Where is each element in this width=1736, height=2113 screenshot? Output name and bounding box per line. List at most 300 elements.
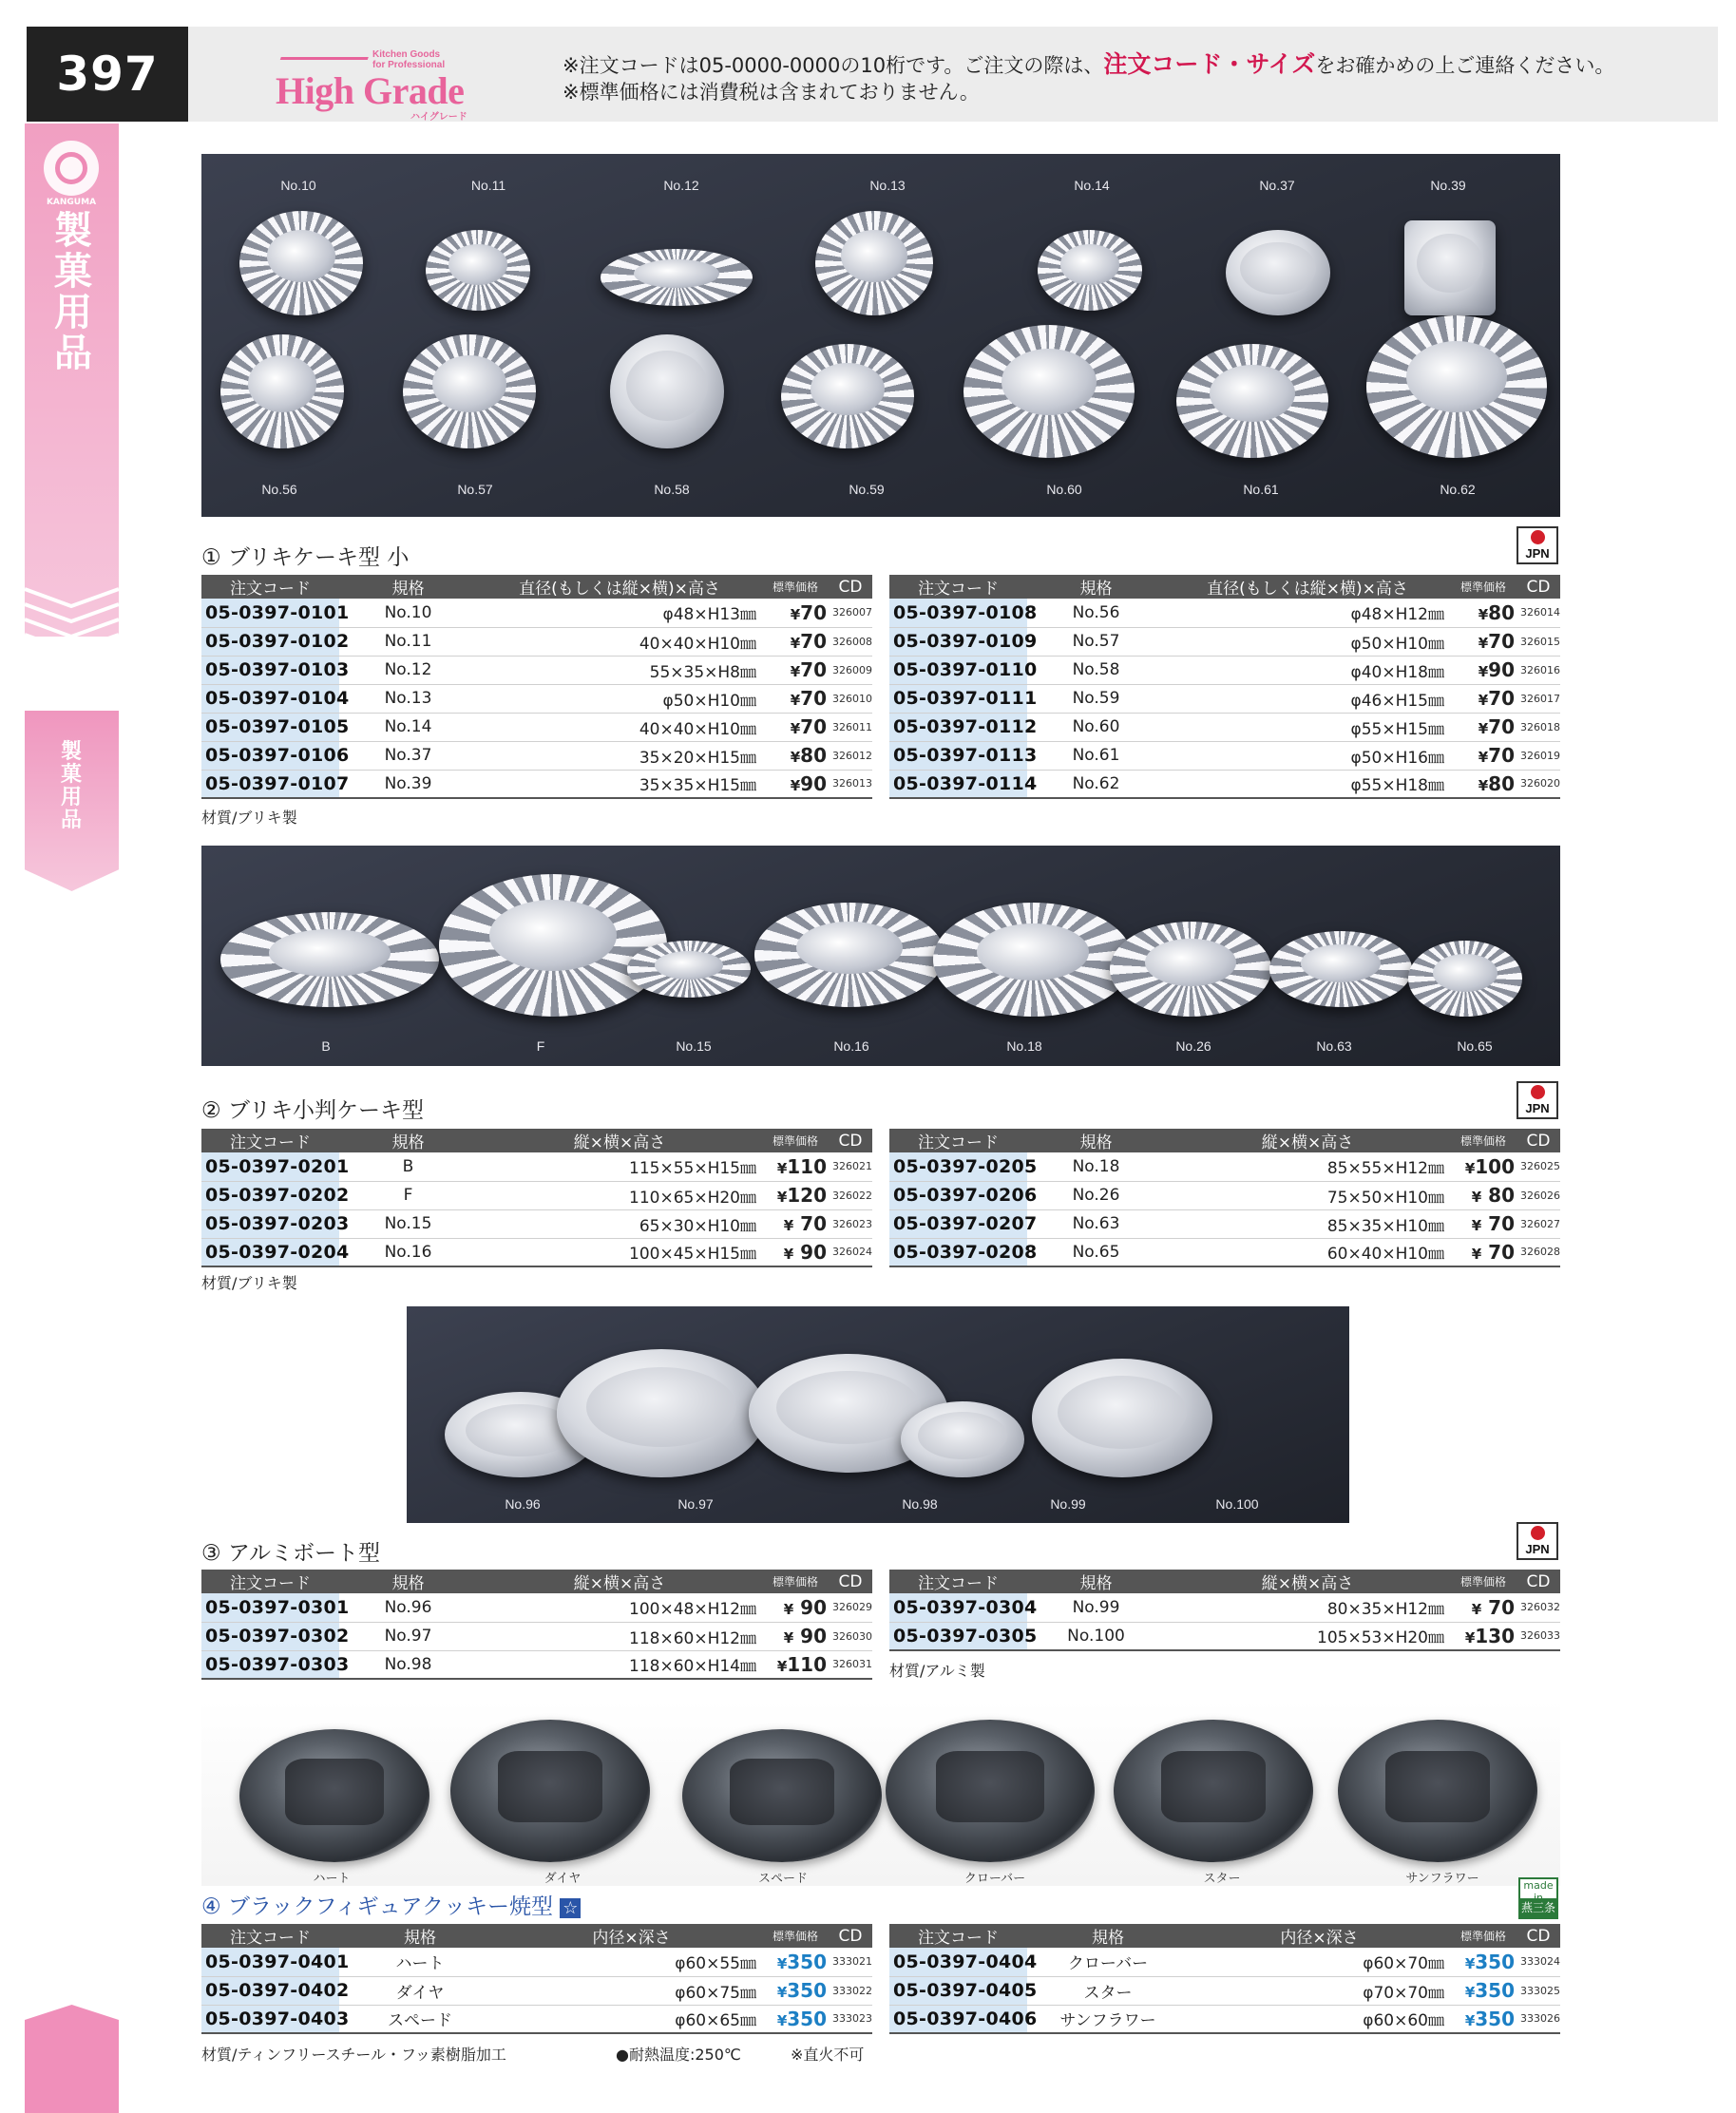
photo-label: No.39 <box>1430 178 1466 193</box>
spec-name: No.18 <box>1027 1152 1165 1181</box>
photo-label: No.58 <box>654 482 690 497</box>
order-code[interactable]: 05-0397-0301 <box>201 1593 339 1622</box>
spec-size: 80×35×H12㎜ <box>1165 1593 1450 1622</box>
mold-no12 <box>601 249 753 306</box>
col-header: 標準価格 <box>762 1924 829 1948</box>
cd-code: 326013 <box>829 770 872 798</box>
mold-no100 <box>1032 1359 1212 1477</box>
japan-flag-icon <box>1531 530 1545 544</box>
spec-name: ダイヤ <box>339 1976 501 2005</box>
col-header: 注文コード <box>889 1924 1027 1948</box>
spec-size: 110×65×H20㎜ <box>477 1181 762 1209</box>
cd-code: 326007 <box>829 599 872 627</box>
col-header: 規格 <box>1027 1570 1165 1593</box>
photo-label: B <box>321 1038 331 1054</box>
table-row <box>889 1622 1560 1650</box>
photo-label: サンフラワー <box>1405 1872 1479 1886</box>
table-row <box>889 770 1560 798</box>
spec-name: No.96 <box>339 1593 477 1622</box>
made-in-japan-badge: JPN <box>1517 1522 1558 1560</box>
cd-code: 326019 <box>1517 741 1560 770</box>
table-row <box>201 1622 872 1650</box>
photo-label: No.56 <box>261 482 297 497</box>
price: ¥70 <box>762 713 829 741</box>
spec-size: φ60×70㎜ <box>1189 1948 1450 1976</box>
table-row <box>201 684 872 713</box>
cd-code: 326026 <box>1517 1181 1560 1209</box>
spec-name: ハート <box>339 1948 501 1976</box>
material-note-2: 材質/ブリキ製 <box>201 1274 297 1292</box>
table-row <box>889 2005 1560 2033</box>
col-header: CD <box>829 1570 872 1593</box>
mold-no26 <box>1110 922 1271 1017</box>
spec-name: No.13 <box>339 684 477 713</box>
no-direct-fire-note: ※直火不可 <box>791 2046 865 2064</box>
new-star-icon: ☆ <box>560 1898 581 1918</box>
photo-label: スター <box>1203 1872 1241 1886</box>
spec-name: F <box>339 1181 477 1209</box>
logo-ring-icon <box>55 152 87 184</box>
cd-code: 326033 <box>1517 1622 1560 1650</box>
spec-size: φ60×60㎜ <box>1189 2005 1450 2033</box>
spec-name: B <box>339 1152 477 1181</box>
mold-no57 <box>403 334 536 448</box>
cd-code: 326020 <box>1517 770 1560 798</box>
order-code[interactable]: 05-0397-0205 <box>889 1152 1027 1181</box>
table-row <box>201 1650 872 1679</box>
col-header: 縦×横×高さ <box>477 1129 762 1152</box>
mold-no13 <box>815 211 933 315</box>
price: ¥110 <box>762 1152 829 1181</box>
cd-code: 326017 <box>1517 684 1560 713</box>
spec-size: φ48×H12㎜ <box>1165 599 1450 627</box>
spec-table-2-left <box>201 1129 872 1267</box>
price: ¥80 <box>762 741 829 770</box>
table-row <box>889 1152 1560 1181</box>
cd-code: 326031 <box>829 1650 872 1679</box>
spec-table-2-right <box>889 1129 1560 1267</box>
spec-name: No.16 <box>339 1238 477 1266</box>
spec-size: 65×30×H10㎜ <box>477 1209 762 1238</box>
order-code[interactable]: 05-0397-0208 <box>889 1238 1027 1266</box>
order-code[interactable]: 05-0397-0101 <box>201 599 339 627</box>
order-code[interactable]: 05-0397-0202 <box>201 1181 339 1209</box>
price: ¥350 <box>762 2005 829 2033</box>
order-code[interactable]: 05-0397-0109 <box>889 627 1027 656</box>
spec-name: No.39 <box>339 770 477 798</box>
table-row <box>201 1152 872 1181</box>
table-row <box>889 1976 1560 2005</box>
price: ¥100 <box>1450 1152 1517 1181</box>
price: ¥70 <box>1450 627 1517 656</box>
spec-size: φ60×65㎜ <box>501 2005 762 2033</box>
photo-label: No.26 <box>1175 1038 1211 1054</box>
order-code[interactable]: 05-0397-0206 <box>889 1181 1027 1209</box>
spec-name: No.65 <box>1027 1238 1165 1266</box>
table-row <box>889 1181 1560 1209</box>
col-header: CD <box>829 1924 872 1948</box>
spec-size: 100×48×H12㎜ <box>477 1593 762 1622</box>
spec-size: 105×53×H20㎜ <box>1165 1622 1450 1650</box>
spec-size: φ50×H10㎜ <box>477 684 762 713</box>
table-row <box>889 627 1560 656</box>
col-header: 縦×横×高さ <box>477 1570 762 1593</box>
cd-code: 326014 <box>1517 599 1560 627</box>
table-row <box>201 1238 872 1266</box>
spec-size: 35×35×H15㎜ <box>477 770 762 798</box>
col-header: 規格 <box>1027 575 1165 599</box>
brand-name: High Grade <box>276 69 465 112</box>
price: ¥70 <box>762 599 829 627</box>
spec-name: No.10 <box>339 599 477 627</box>
cd-code: 326016 <box>1517 656 1560 684</box>
order-code[interactable]: 05-0397-0114 <box>889 770 1027 798</box>
col-header: 規格 <box>339 1129 477 1152</box>
spec-size: φ50×H10㎜ <box>1165 627 1450 656</box>
table-row <box>889 1209 1560 1238</box>
mold-no99 <box>901 1401 1024 1477</box>
cd-code: 326015 <box>1517 627 1560 656</box>
table-row <box>201 741 872 770</box>
spec-table-4-left <box>201 1924 872 2034</box>
order-code[interactable]: 05-0397-0107 <box>201 770 339 798</box>
price: ¥70 <box>762 627 829 656</box>
price: ¥70 <box>762 656 829 684</box>
table-row <box>889 741 1560 770</box>
col-header: CD <box>1517 1129 1560 1152</box>
spec-name: サンフラワー <box>1027 2005 1189 2033</box>
photo-label: No.99 <box>1050 1496 1086 1512</box>
spec-size: φ48×H13㎜ <box>477 599 762 627</box>
mold-no61 <box>1176 344 1328 458</box>
spec-name: No.63 <box>1027 1209 1165 1238</box>
order-code[interactable]: 05-0397-0104 <box>201 684 339 713</box>
price: ¥70 <box>1450 713 1517 741</box>
photo-label: No.63 <box>1316 1038 1352 1054</box>
mold-f <box>439 874 667 1017</box>
photo-label: No.14 <box>1074 178 1110 193</box>
mold-no14 <box>1038 230 1142 311</box>
spec-size: 40×40×H10㎜ <box>477 627 762 656</box>
price: ¥90 <box>1450 656 1517 684</box>
spec-name: No.62 <box>1027 770 1165 798</box>
photo-label: No.97 <box>677 1496 714 1512</box>
table-row <box>889 1948 1560 1976</box>
order-code[interactable]: 05-0397-0305 <box>889 1622 1027 1650</box>
col-header: 標準価格 <box>1450 1570 1517 1593</box>
mold-no59 <box>781 344 914 448</box>
photo-label: No.61 <box>1243 482 1279 497</box>
price: ¥350 <box>1450 1976 1517 2005</box>
col-header: CD <box>1517 1924 1560 1948</box>
order-code[interactable]: 05-0397-0302 <box>201 1622 339 1650</box>
spec-name: No.57 <box>1027 627 1165 656</box>
table-row <box>201 770 872 798</box>
spec-table-1-left <box>201 575 872 799</box>
price: ¥ 70 <box>1450 1209 1517 1238</box>
spec-size: 75×50×H10㎜ <box>1165 1181 1450 1209</box>
logo-text: KANGUMA <box>46 198 97 207</box>
spec-size: φ70×70㎜ <box>1189 1976 1450 2005</box>
product-photo-oval-molds <box>201 846 1560 1066</box>
cd-code: 326021 <box>829 1152 872 1181</box>
sidebar-category-title: 製菓用品 <box>54 209 92 375</box>
made-in-tsubame-badge: made 燕三条 <box>1518 1877 1558 1919</box>
material-note-4: 材質/ティンフリースチール・フッ素樹脂加工 <box>201 2046 506 2064</box>
order-code[interactable]: 05-0397-0108 <box>889 599 1027 627</box>
spec-table-4-right <box>889 1924 1560 2034</box>
col-header: CD <box>1517 1570 1560 1593</box>
order-code[interactable]: 05-0397-0203 <box>201 1209 339 1238</box>
cd-code: 326012 <box>829 741 872 770</box>
spec-name: スペード <box>339 2005 501 2033</box>
col-header: 標準価格 <box>1450 1924 1517 1948</box>
order-code[interactable]: 05-0397-0401 <box>201 1948 339 1976</box>
photo-label: スペード <box>757 1872 809 1886</box>
photo-label: No.15 <box>676 1038 712 1054</box>
table-row <box>201 627 872 656</box>
cd-code: 326030 <box>829 1622 872 1650</box>
japan-flag-icon <box>1531 1526 1545 1540</box>
table-row <box>201 599 872 627</box>
photo-label: No.57 <box>457 482 493 497</box>
cd-code: 326022 <box>829 1181 872 1209</box>
price: ¥350 <box>1450 1948 1517 1976</box>
price: ¥350 <box>1450 2005 1517 2033</box>
order-code[interactable]: 05-0397-0406 <box>889 2005 1027 2033</box>
made-in-japan-badge: JPN <box>1517 526 1558 564</box>
photo-label: F <box>536 1038 545 1054</box>
section-title-2: ② ブリキ小判ケーキ型 <box>201 1098 425 1123</box>
mold-no56 <box>220 334 344 448</box>
spec-name: No.61 <box>1027 741 1165 770</box>
spec-name: No.11 <box>339 627 477 656</box>
spec-size: 40×40×H10㎜ <box>477 713 762 741</box>
spec-table-3-left <box>201 1570 872 1680</box>
table-row <box>201 1976 872 2005</box>
order-code[interactable]: 05-0397-0402 <box>201 1976 339 2005</box>
mold-no15 <box>627 941 751 998</box>
spec-name: No.15 <box>339 1209 477 1238</box>
col-header: 標準価格 <box>1450 575 1517 599</box>
spec-name: No.60 <box>1027 713 1165 741</box>
japan-flag-icon <box>1531 1085 1545 1099</box>
brand-tagline: Kitchen Goods for Professional <box>372 49 446 70</box>
spec-name: No.58 <box>1027 656 1165 684</box>
price: ¥ 90 <box>762 1622 829 1650</box>
order-code[interactable]: 05-0397-0404 <box>889 1948 1027 1976</box>
spec-name: No.100 <box>1027 1622 1165 1650</box>
cd-code: 326008 <box>829 627 872 656</box>
spec-size: φ55×H18㎜ <box>1165 770 1450 798</box>
col-header: 標準価格 <box>762 1570 829 1593</box>
col-header: 注文コード <box>201 1129 339 1152</box>
spec-size: 55×35×H8㎜ <box>477 656 762 684</box>
mold-no63 <box>1269 931 1412 1007</box>
price: ¥ 80 <box>1450 1181 1517 1209</box>
cd-code: 326009 <box>829 656 872 684</box>
spec-size: φ60×75㎜ <box>501 1976 762 2005</box>
section-title-3: ③ アルミボート型 <box>201 1541 381 1566</box>
cd-code: 326010 <box>829 684 872 713</box>
heat-resistance-note: ●耐熱温度:250℃ <box>616 2046 741 2064</box>
cd-code: 333023 <box>829 2005 872 2033</box>
order-code[interactable]: 05-0397-0207 <box>889 1209 1027 1238</box>
col-header: 注文コード <box>201 1924 339 1948</box>
cd-code: 326023 <box>829 1209 872 1238</box>
table-row <box>889 713 1560 741</box>
col-header: 規格 <box>1027 1129 1165 1152</box>
table-row <box>889 599 1560 627</box>
photo-label: No.11 <box>470 178 506 193</box>
spec-size: 100×45×H15㎜ <box>477 1238 762 1266</box>
mold-no11 <box>426 230 530 311</box>
photo-label: No.10 <box>280 178 316 193</box>
order-code[interactable]: 05-0397-0303 <box>201 1650 339 1679</box>
mold-star <box>1114 1720 1313 1862</box>
section-title-1: ① ブリキケーキ型 小 <box>201 545 410 570</box>
table-row <box>201 1181 872 1209</box>
mold-spade <box>682 1729 882 1862</box>
price: ¥80 <box>1450 599 1517 627</box>
cd-code: 333022 <box>829 1976 872 2005</box>
table-row <box>201 713 872 741</box>
photo-label: ハート <box>313 1872 351 1886</box>
order-code[interactable]: 05-0397-0112 <box>889 713 1027 741</box>
table-row <box>201 1593 872 1622</box>
order-code[interactable]: 05-0397-0405 <box>889 1976 1027 2005</box>
page-number: 397 <box>27 27 188 122</box>
spec-name: No.14 <box>339 713 477 741</box>
cd-code: 333025 <box>1517 1976 1560 2005</box>
spec-name: No.97 <box>339 1622 477 1650</box>
col-header: 規格 <box>339 1570 477 1593</box>
price: ¥350 <box>762 1976 829 2005</box>
mold-no10 <box>239 211 363 315</box>
col-header: 注文コード <box>201 1570 339 1593</box>
order-code[interactable]: 05-0397-0110 <box>889 656 1027 684</box>
col-header: 標準価格 <box>1450 1129 1517 1152</box>
cd-code: 326025 <box>1517 1152 1560 1181</box>
price: ¥110 <box>762 1650 829 1679</box>
order-code[interactable]: 05-0397-0201 <box>201 1152 339 1181</box>
price: ¥90 <box>762 770 829 798</box>
col-header: 注文コード <box>889 1129 1027 1152</box>
price: ¥80 <box>1450 770 1517 798</box>
cd-code: 333021 <box>829 1948 872 1976</box>
table-row <box>889 656 1560 684</box>
photo-label: No.37 <box>1259 178 1295 193</box>
price: ¥350 <box>762 1948 829 1976</box>
price: ¥70 <box>1450 741 1517 770</box>
order-code[interactable]: 05-0397-0102 <box>201 627 339 656</box>
order-code[interactable]: 05-0397-0105 <box>201 713 339 741</box>
table-row <box>889 1593 1560 1622</box>
spec-size: φ46×H15㎜ <box>1165 684 1450 713</box>
mold-no62 <box>1366 315 1547 458</box>
spec-name: スター <box>1027 1976 1189 2005</box>
spec-size: 35×20×H15㎜ <box>477 741 762 770</box>
order-code[interactable]: 05-0397-0204 <box>201 1238 339 1266</box>
spec-name: No.12 <box>339 656 477 684</box>
sidebar-index-label: 製菓用品 <box>60 740 82 832</box>
mold-b <box>220 912 439 1007</box>
col-header: 注文コード <box>201 575 339 599</box>
material-note-3: 材質/アルミ製 <box>889 1662 985 1680</box>
section-title-4: ④ ブラックフィギュアクッキー焼型 ☆ <box>201 1889 581 1920</box>
order-code[interactable]: 05-0397-0111 <box>889 684 1027 713</box>
spec-size: φ60×55㎜ <box>501 1948 762 1976</box>
price: ¥ 70 <box>1450 1593 1517 1622</box>
col-header: 注文コード <box>889 1570 1027 1593</box>
col-header: 内径×深さ <box>501 1924 762 1948</box>
price: ¥ 90 <box>762 1238 829 1266</box>
brand-logo <box>276 49 485 123</box>
price: ¥120 <box>762 1181 829 1209</box>
mold-clover <box>886 1720 1095 1862</box>
table-row <box>889 684 1560 713</box>
table-row <box>201 1948 872 1976</box>
sidebar-chevron-icon <box>25 580 119 656</box>
mold-no65 <box>1408 941 1522 1017</box>
cd-code: 333026 <box>1517 2005 1560 2033</box>
order-code[interactable]: 05-0397-0103 <box>201 656 339 684</box>
cd-code: 326024 <box>829 1238 872 1266</box>
spec-name: No.99 <box>1027 1593 1165 1622</box>
col-header: 内径×深さ <box>1189 1924 1450 1948</box>
price: ¥ 70 <box>1450 1238 1517 1266</box>
order-code[interactable]: 05-0397-0106 <box>201 741 339 770</box>
col-header: 直径(もしくは縦×横)×高さ <box>477 575 762 599</box>
photo-label: No.62 <box>1440 482 1476 497</box>
spec-table-1-right <box>889 575 1560 799</box>
mold-no39 <box>1404 220 1496 315</box>
mold-no37 <box>1226 230 1330 315</box>
photo-label: No.60 <box>1046 482 1082 497</box>
spec-size: 85×55×H12㎜ <box>1165 1152 1450 1181</box>
price: ¥130 <box>1450 1622 1517 1650</box>
col-header: 標準価格 <box>762 575 829 599</box>
table-row <box>201 656 872 684</box>
cd-code: 326028 <box>1517 1238 1560 1266</box>
order-code[interactable]: 05-0397-0113 <box>889 741 1027 770</box>
made-in-japan-badge: JPN <box>1517 1081 1558 1119</box>
photo-label: ダイヤ <box>544 1872 582 1886</box>
spec-name: No.98 <box>339 1650 477 1679</box>
product-photo-cake-molds <box>201 154 1560 517</box>
mold-no58 <box>610 334 724 448</box>
mold-sunflower <box>1338 1720 1537 1862</box>
spec-name: No.56 <box>1027 599 1165 627</box>
spec-name: No.26 <box>1027 1181 1165 1209</box>
photo-label: No.16 <box>833 1038 869 1054</box>
spec-size: φ55×H15㎜ <box>1165 713 1450 741</box>
spec-size: 118×60×H12㎜ <box>477 1622 762 1650</box>
col-header: 規格 <box>1027 1924 1189 1948</box>
cd-code: 326027 <box>1517 1209 1560 1238</box>
spec-table-3-right <box>889 1570 1560 1651</box>
brand-swoosh-icon <box>277 57 369 67</box>
photo-label: No.100 <box>1215 1496 1259 1512</box>
order-code[interactable]: 05-0397-0304 <box>889 1593 1027 1622</box>
spec-size: 60×40×H10㎜ <box>1165 1238 1450 1266</box>
table-row <box>201 2005 872 2033</box>
cd-code: 333024 <box>1517 1948 1560 1976</box>
order-code[interactable]: 05-0397-0403 <box>201 2005 339 2033</box>
photo-label: No.18 <box>1006 1038 1042 1054</box>
price: ¥ 90 <box>762 1593 829 1622</box>
mold-no97 <box>557 1349 766 1477</box>
